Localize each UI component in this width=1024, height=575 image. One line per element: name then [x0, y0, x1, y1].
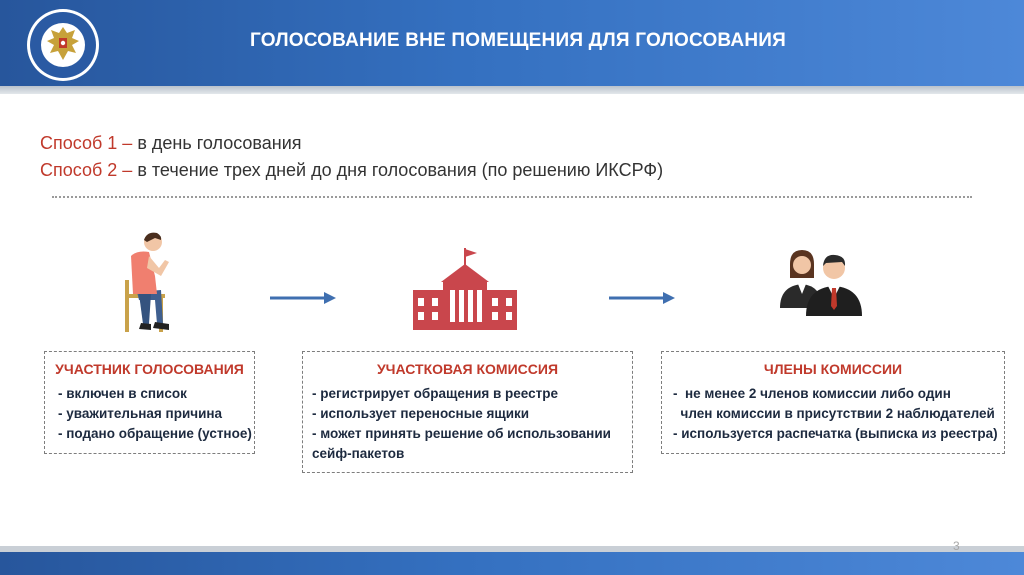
- method-2: [40, 157, 663, 184]
- card-voter: [44, 351, 255, 454]
- card-title: ЧЛЕНЫ КОМИССИИ: [763, 361, 903, 377]
- list-item: - не менее 2 членов комиссии либо один: [673, 386, 951, 401]
- list-item: - может принять решение об использовании: [312, 426, 611, 441]
- page-title: ГОЛОСОВАНИЕ ВНЕ ПОМЕЩЕНИЯ ДЛЯ ГОЛОСОВАНИЯ: [250, 30, 786, 51]
- seated-voter-icon: [115, 228, 185, 338]
- page-number: 3: [953, 539, 960, 553]
- footer-bar: [0, 552, 1024, 575]
- list-item: сейф-пакетов: [312, 446, 405, 461]
- card-commission-members: [661, 351, 1005, 454]
- arrow-right-icon: [270, 290, 336, 306]
- list-item: - включен в список: [58, 386, 187, 401]
- card-title: УЧАСТКОВАЯ КОМИССИЯ: [376, 361, 559, 377]
- government-building-icon: [413, 246, 517, 332]
- commission-members-icon: [778, 248, 862, 316]
- card-items: [303, 384, 632, 464]
- list-item: - используется распечатка (выписка из реестра): [673, 426, 998, 441]
- method-label: Способ 2: [40, 160, 118, 180]
- card-precinct-commission: [302, 351, 633, 473]
- method-separator: –: [117, 133, 138, 153]
- cec-russia-emblem-icon: [26, 8, 100, 82]
- method-text: в течение трех дней до дня голосования (по решению ИКСРФ): [137, 160, 664, 180]
- header-stripe: [0, 86, 1024, 94]
- list-item: - использует переносные ящики: [312, 406, 530, 421]
- card-items: [662, 384, 1004, 444]
- arrow-right-icon: [609, 290, 675, 306]
- method-label: Способ 1: [40, 133, 118, 153]
- list-item: - подано обращение (устное): [58, 426, 252, 441]
- methods-list: [40, 130, 663, 184]
- list-item: член комиссии в присутствии 2 наблюдателей: [673, 406, 995, 421]
- method-1: [40, 130, 663, 157]
- dotted-divider: [52, 196, 972, 198]
- method-text: в день голосования: [137, 133, 302, 153]
- method-separator: –: [117, 160, 138, 180]
- list-item: - регистрирует обращения в реестре: [312, 386, 559, 401]
- list-item: - уважительная причина: [58, 406, 223, 421]
- card-title: УЧАСТНИК ГОЛОСОВАНИЯ: [55, 361, 244, 377]
- card-items: [45, 384, 254, 444]
